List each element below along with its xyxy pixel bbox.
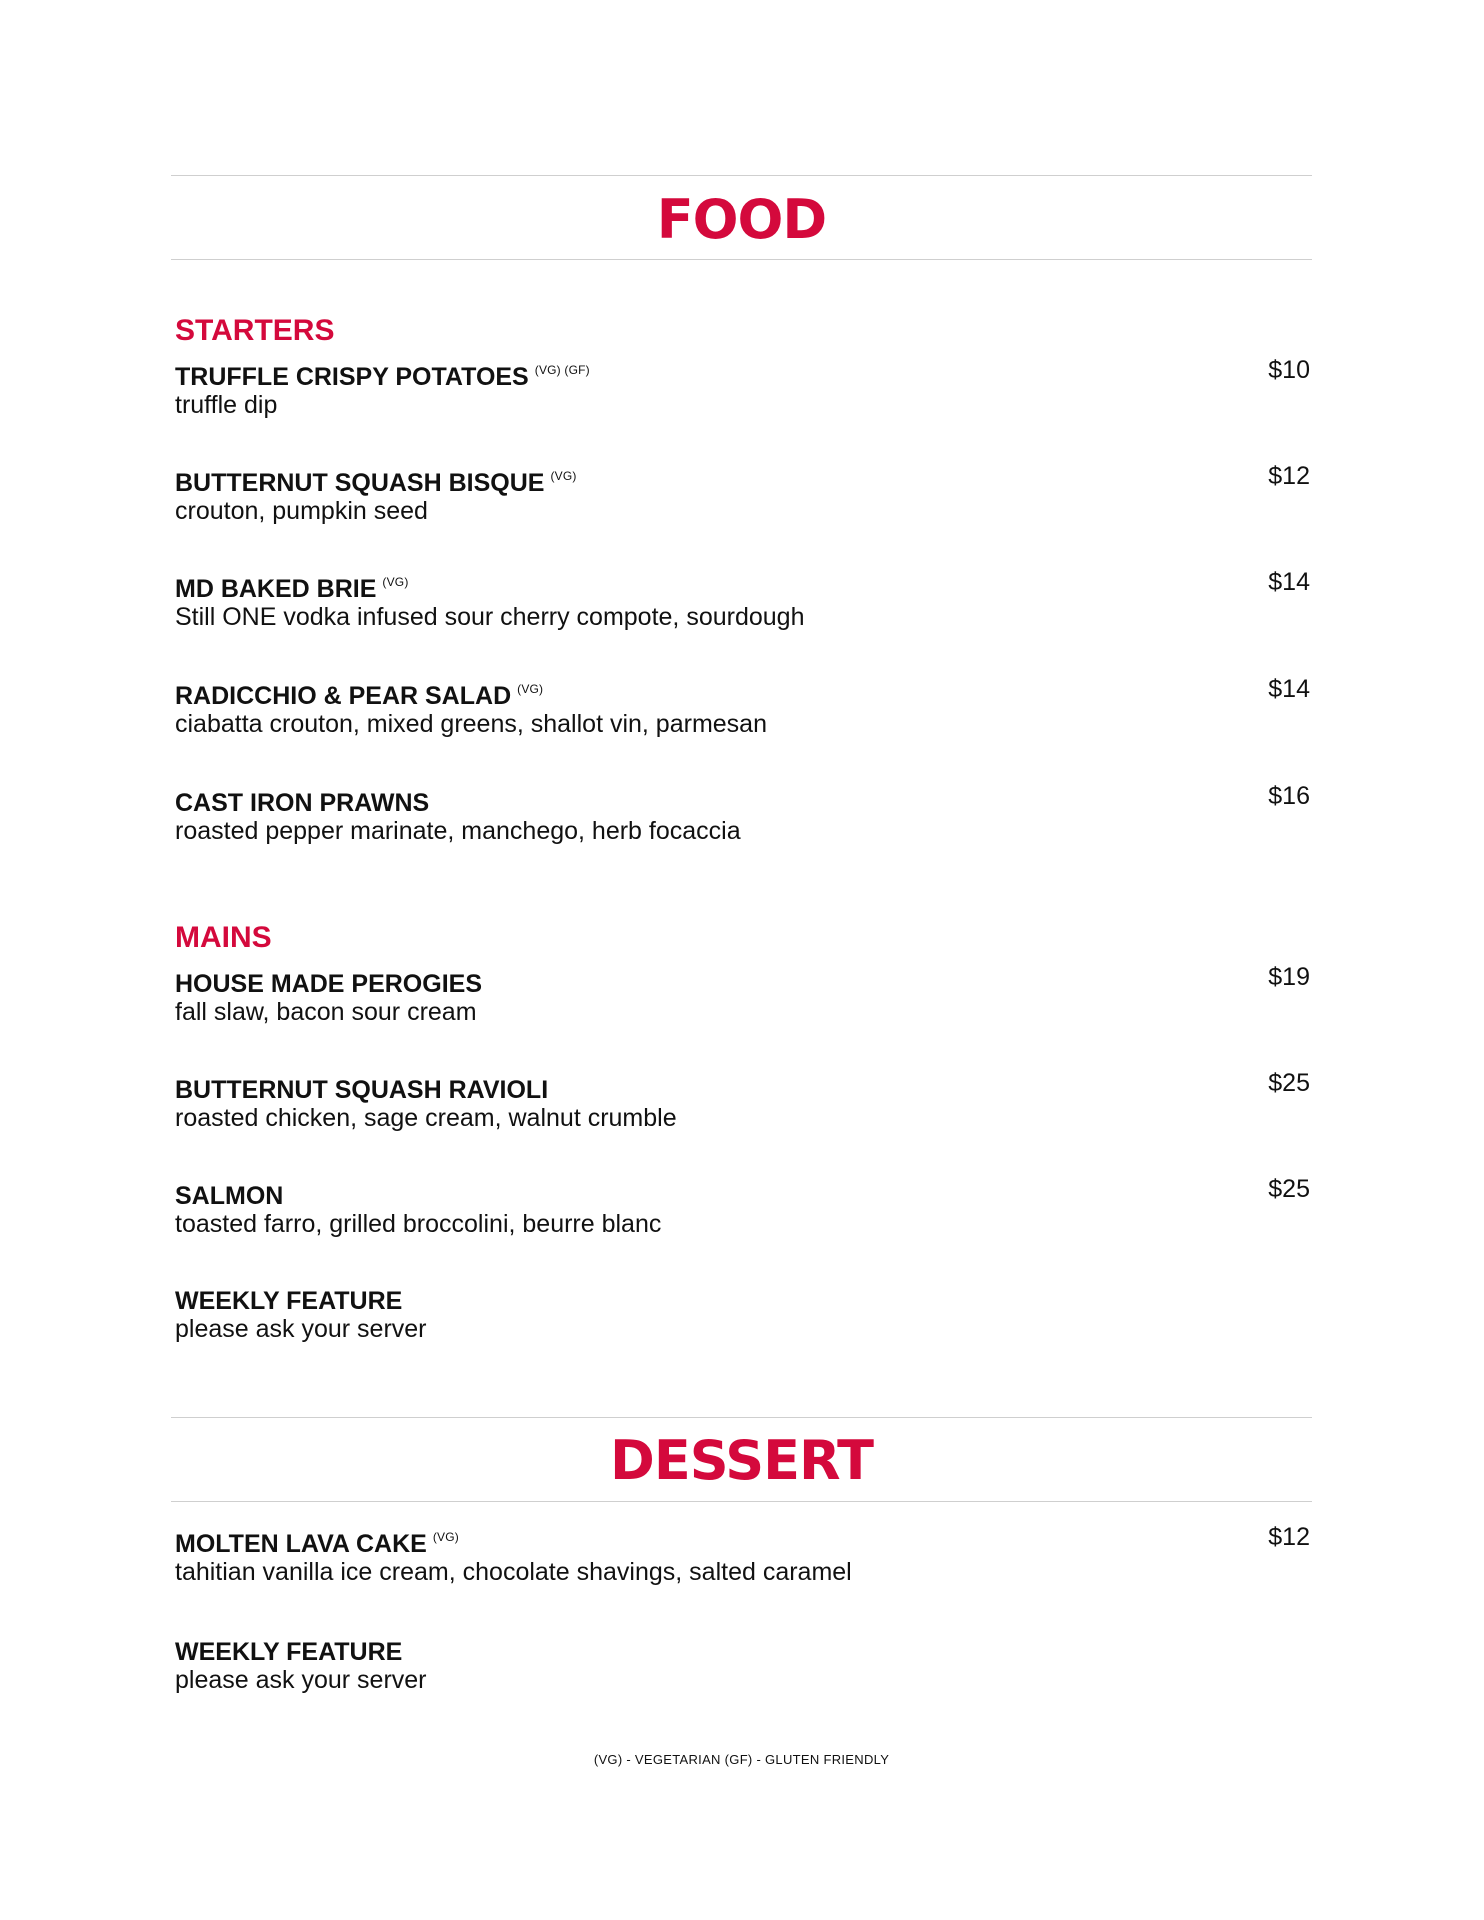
item-description: Still ONE vodka infused sour cherry compote, sourdough: [175, 603, 805, 631]
menu-item: [175, 567, 1310, 647]
item-description: please ask your server: [175, 1666, 427, 1694]
item-name: BUTTERNUT SQUASH BISQUE $^{(VG)}$: [175, 469, 577, 497]
item-tags: (VG): [382, 575, 409, 589]
item-name: RADICCHIO & PEAR SALAD $^{(VG)}$: [175, 682, 544, 710]
starters-title: STARTERS: [175, 314, 335, 347]
menu-item: [175, 781, 1310, 861]
item-description: please ask your server: [175, 1315, 427, 1343]
mains-title: MAINS: [175, 921, 272, 954]
item-description: crouton, pumpkin seed: [175, 497, 428, 525]
item-price: $19: [1268, 963, 1310, 991]
food-bottom-rule: [171, 259, 1312, 260]
item-name: HOUSE MADE PEROGIES: [175, 970, 482, 998]
dessert-heading: DESSERT: [610, 1429, 873, 1492]
item-price: $12: [1268, 1523, 1310, 1551]
item-description: fall slaw, bacon sour cream: [175, 998, 477, 1026]
item-price: $25: [1268, 1069, 1310, 1097]
item-price: $10: [1268, 356, 1310, 384]
item-name: BUTTERNUT SQUASH RAVIOLI: [175, 1076, 549, 1104]
item-description: ciabatta crouton, mixed greens, shallot vin, parmesan: [175, 710, 767, 738]
menu-item: [175, 1068, 1310, 1148]
menu-item: [175, 674, 1310, 754]
food-heading: FOOD: [656, 188, 827, 251]
item-name: MOLTEN LAVA CAKE $^{(VG)}$: [175, 1530, 459, 1558]
item-price: $12: [1268, 462, 1310, 490]
item-price: $14: [1268, 675, 1310, 703]
item-name: SALMON: [175, 1182, 284, 1210]
item-price: $14: [1268, 568, 1310, 596]
item-description: truffle dip: [175, 391, 278, 419]
item-tags: (VG): [517, 682, 544, 696]
item-name: MD BAKED BRIE $^{(VG)}$: [175, 575, 409, 603]
menu-item: [175, 1279, 1310, 1359]
item-price: $25: [1268, 1175, 1310, 1203]
menu-item: [175, 355, 1310, 435]
menu-item: [175, 1630, 1310, 1710]
menu-item: [175, 461, 1310, 541]
item-tags: (VG): [550, 469, 577, 483]
menu-item: [175, 962, 1310, 1042]
item-tags: (VG): [432, 1530, 459, 1544]
item-description: roasted chicken, sage cream, walnut crumble: [175, 1104, 677, 1132]
food-top-rule: [171, 175, 1312, 176]
item-name: WEEKLY FEATURE: [175, 1287, 403, 1315]
dessert-bottom-rule: [171, 1501, 1312, 1502]
item-description: toasted farro, grilled broccolini, beurre blanc: [175, 1210, 662, 1238]
item-price: $16: [1268, 782, 1310, 810]
item-name: TRUFFLE CRISPY POTATOES $^{(VG) (GF)}$: [175, 363, 590, 391]
item-name: WEEKLY FEATURE: [175, 1638, 403, 1666]
dessert-top-rule: [171, 1417, 1312, 1418]
item-description: tahitian vanilla ice cream, chocolate shavings, salted caramel: [175, 1558, 852, 1586]
item-description: roasted pepper marinate, manchego, herb focaccia: [175, 817, 741, 845]
item-name: CAST IRON PRAWNS: [175, 789, 430, 817]
menu-item: [175, 1174, 1310, 1254]
item-tags: (VG) (GF): [534, 363, 590, 377]
menu-item: [175, 1522, 1310, 1602]
legend-footnote: (VG) - VEGETARIAN (GF) - GLUTEN FRIENDLY: [593, 1752, 890, 1767]
